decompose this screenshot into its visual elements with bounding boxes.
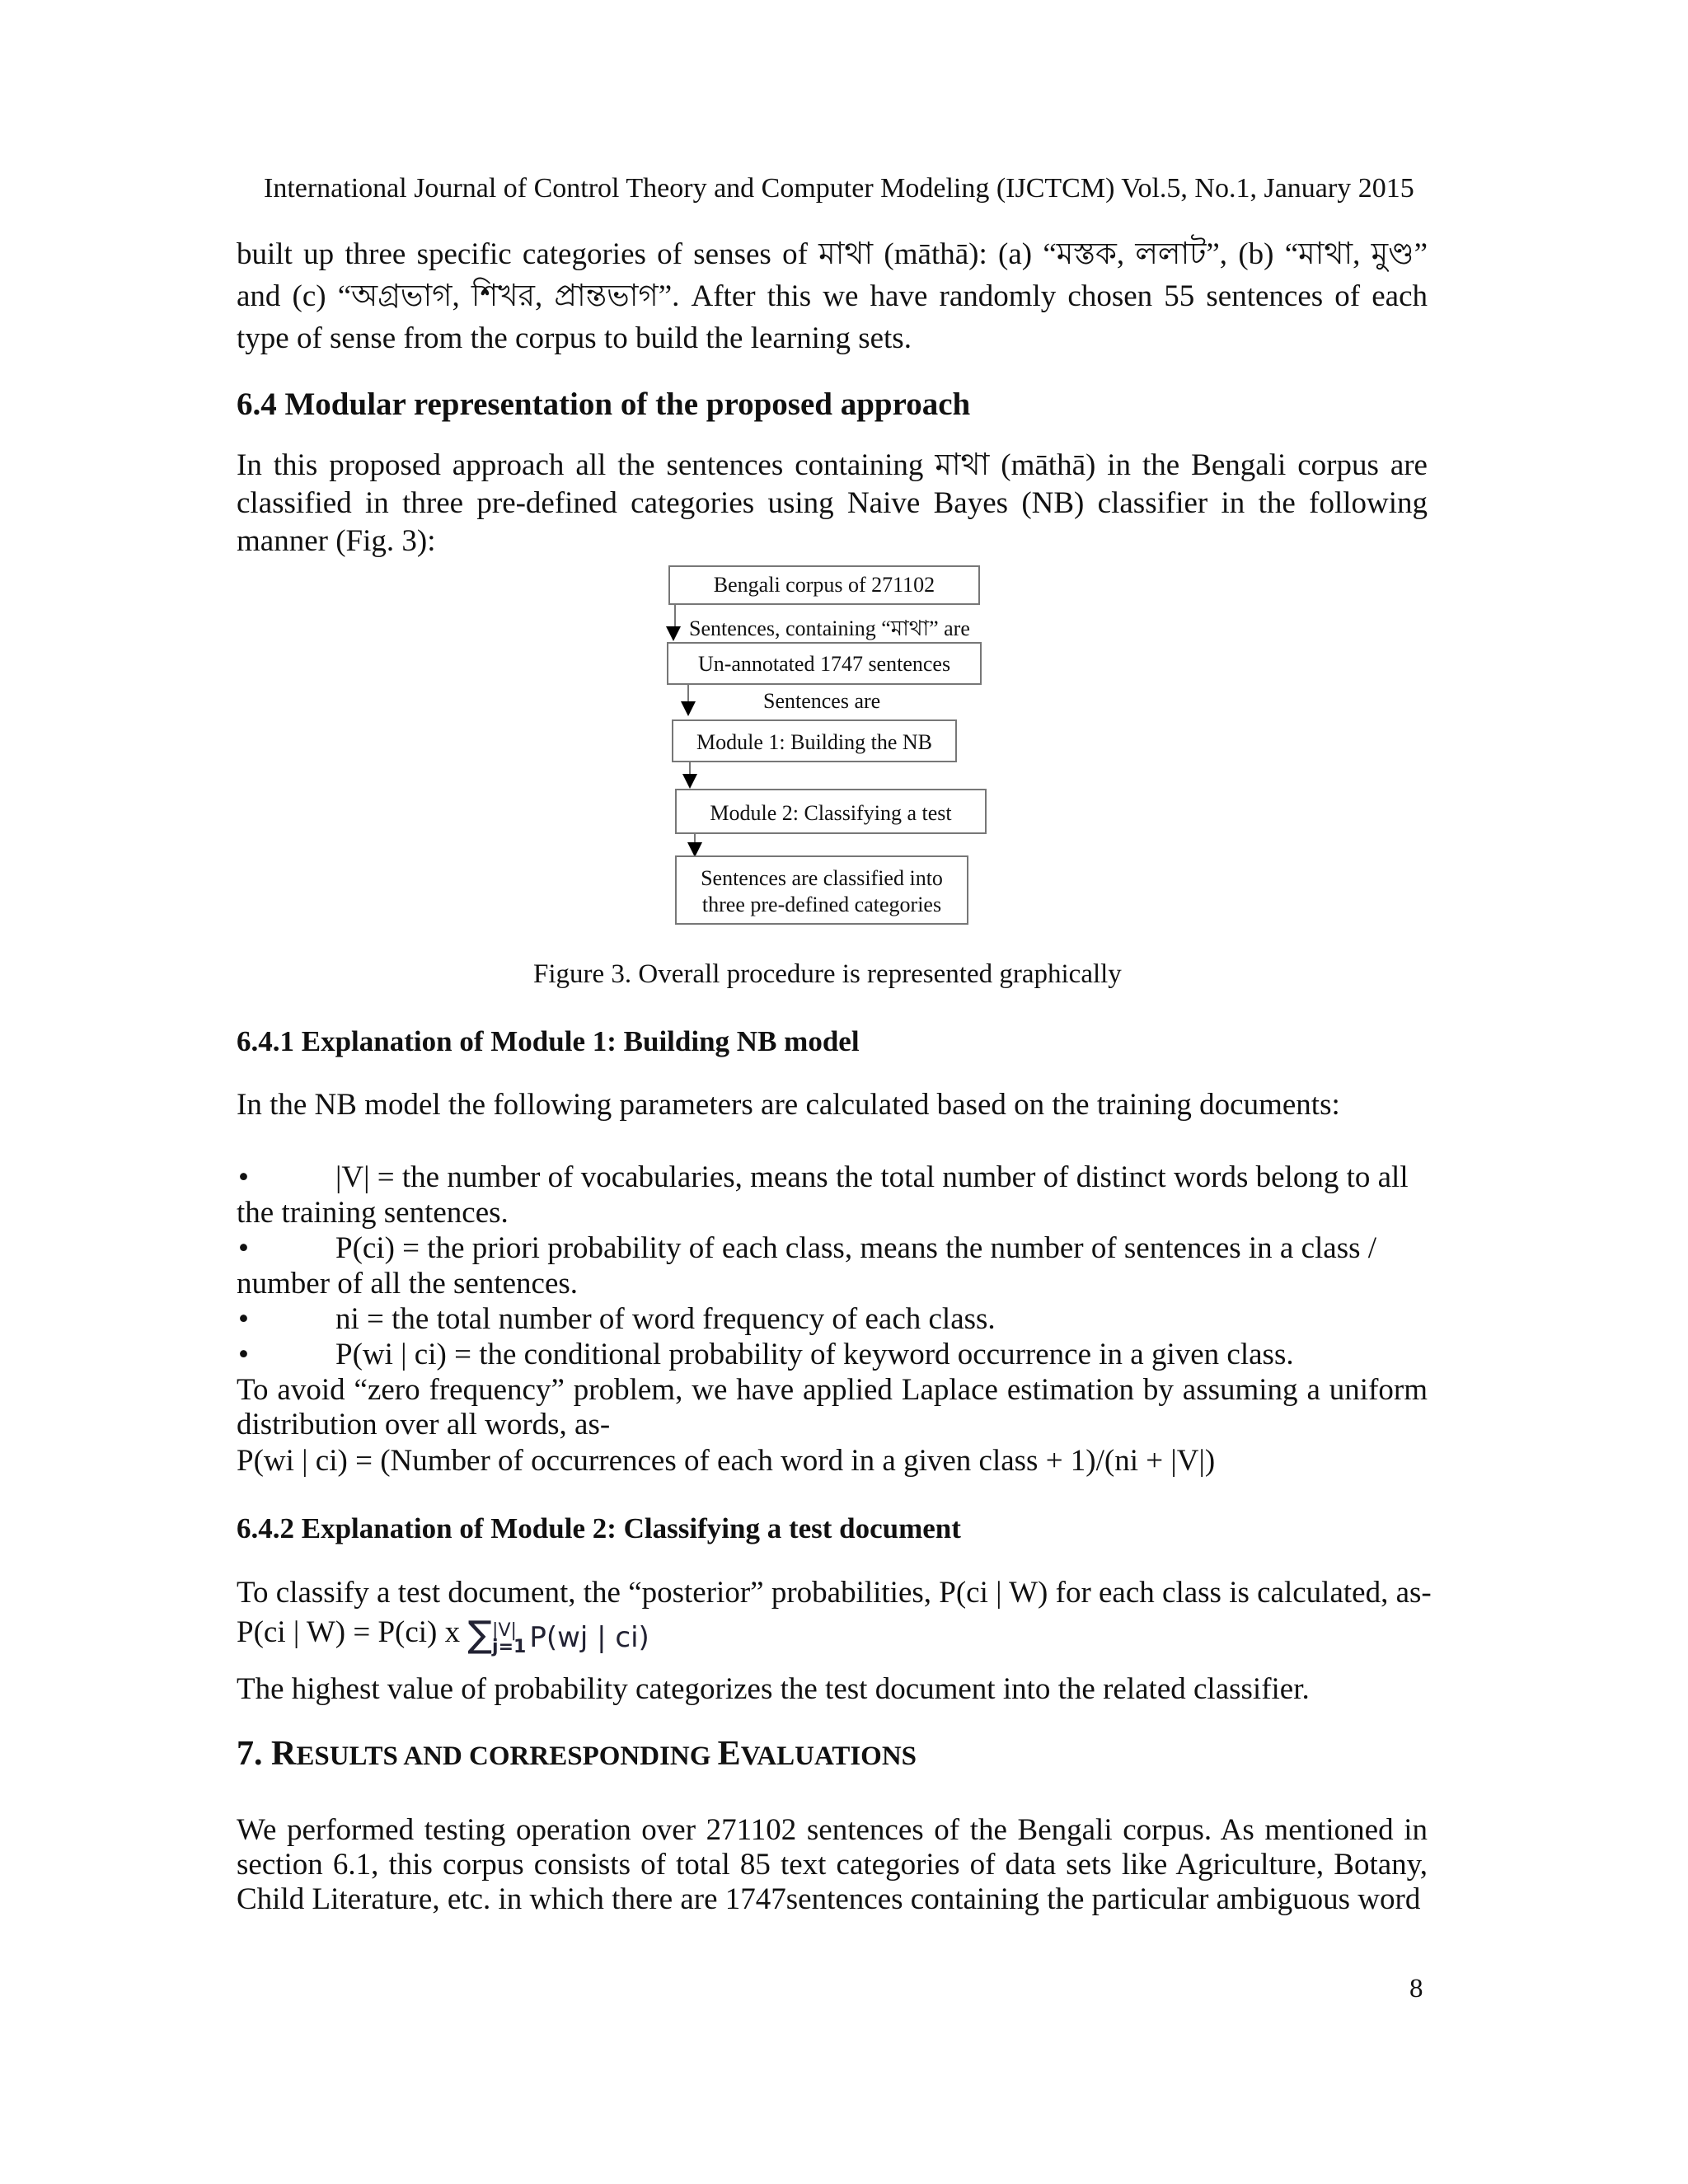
- bullet-icon: •: [238, 1302, 249, 1336]
- flow-stem-3: [689, 762, 691, 774]
- flow-box-module-1: Module 1: Building the NB: [672, 719, 957, 762]
- list-item: • ni = the total number of word frequency of each class.: [238, 1302, 996, 1336]
- arrow-down-icon: [681, 701, 696, 716]
- flow-box-classified-line-2: three pre-defined categories: [701, 893, 942, 916]
- section-7-heading: 7. RESULTS AND CORRESPONDING EVALUATIONS: [237, 1735, 917, 1773]
- section-6-4-2-intro: To classify a test document, the “posterior” probabilities, P(ci | W) for each class is calculated, as-: [237, 1576, 1432, 1610]
- section-6-4-2-heading: 6.4.2 Explanation of Module 2: Classifying a test document: [237, 1512, 961, 1544]
- bullet-icon: •: [238, 1160, 249, 1194]
- summation-lower: j=1: [492, 1636, 527, 1657]
- arrow-down-icon: [682, 774, 697, 789]
- flow-box-classified: [675, 855, 968, 925]
- section-6-4-heading: 6.4 Modular representation of the proposed approach: [237, 387, 971, 422]
- list-item: • P(ci) = the priori probability of each class, means the number of sentences in a class / number of all the sentences.: [237, 1231, 1377, 1301]
- summation-limits: [492, 1619, 527, 1657]
- section-6-4-1-intro: In the NB model the following parameters are calculated based on the training documents:: [237, 1088, 1340, 1122]
- intro-paragraph: built up three specific categories of senses of মাথা (māthā): (a) “মস্তক, ললাট”, (b) “মাথা, মুণ্ড” and (c) “অগ্রভাগ, শিখর, প্রান্তভাগ”. After this we have randomly chosen 55 sentences of each type of sense from the corpus to build the learning sets.: [237, 237, 1428, 355]
- running-header: International Journal of Control Theory and Computer Modeling (IJCTCM) Vol.5, No.1, January 2015: [264, 173, 1414, 204]
- posterior-formula-lhs: P(ci | W) = P(ci) x: [237, 1615, 461, 1649]
- flow-box-unannotated: Un-annotated 1747 sentences: [667, 642, 982, 685]
- flow-label-containing: Sentences, containing “মাথা” are: [689, 616, 970, 640]
- bullet-icon: •: [238, 1338, 249, 1371]
- section-7-paragraph: We performed testing operation over 271102 sentences of the Bengali corpus. As mentioned in section 6.1, this corpus consists of total 85 text categories of data sets like Agriculture, Botany, Child Literature, etc. in which there are 1747sentences containing the particular ambiguous word: [237, 1813, 1428, 1916]
- flow-box-classified-line-1: Sentences are classified into: [701, 866, 943, 890]
- flow-box-corpus: Bengali corpus of 271102: [668, 565, 980, 605]
- arrow-down-icon: [666, 626, 681, 641]
- summation-upper: |V|: [492, 1619, 517, 1641]
- laplace-formula: P(wi | ci) = (Number of occurrences of each word in a given class + 1)/(ni + |V|): [237, 1444, 1216, 1478]
- section-6-4-paragraph: In this proposed approach all the sentences containing মাথা (māthā) in the Bengali corpus are classified in three pre-defined categories using Naive Bayes (NB) classifier in the following manner (Fig. 3):: [237, 448, 1428, 558]
- flow-stem-2: [687, 685, 689, 703]
- posterior-formula: [237, 1615, 1428, 1656]
- page-number: 8: [1409, 1974, 1423, 2004]
- figure-caption: Figure 3. Overall procedure is represented graphically: [533, 959, 1122, 989]
- flow-box-module-2: Module 2: Classifying a test: [675, 789, 987, 834]
- list-item: • P(wi | ci) = the conditional probability of keyword occurrence in a given class.: [238, 1338, 1294, 1371]
- parameter-bullet-list: [237, 1160, 1428, 1372]
- flow-label-sentences-are: Sentences are: [763, 689, 881, 713]
- section-6-4-2-conclusion: The highest value of probability categorizes the test document into the related classifier.: [237, 1672, 1310, 1706]
- laplace-paragraph: To avoid “zero frequency” problem, we have applied Laplace estimation by assuming a uniform distribution over all words, as-: [237, 1373, 1428, 1441]
- bullet-icon: •: [238, 1231, 249, 1265]
- section-6-4-1-heading: 6.4.1 Explanation of Module 1: Building NB model: [237, 1025, 860, 1057]
- summation-term: P(wj | ci): [529, 1621, 649, 1654]
- summation-expression: [467, 1614, 649, 1657]
- list-item: • |V| = the number of vocabularies, means the total number of distinct words belong to all the training sentences.: [237, 1160, 1409, 1230]
- summation-symbol: ∑: [467, 1614, 493, 1656]
